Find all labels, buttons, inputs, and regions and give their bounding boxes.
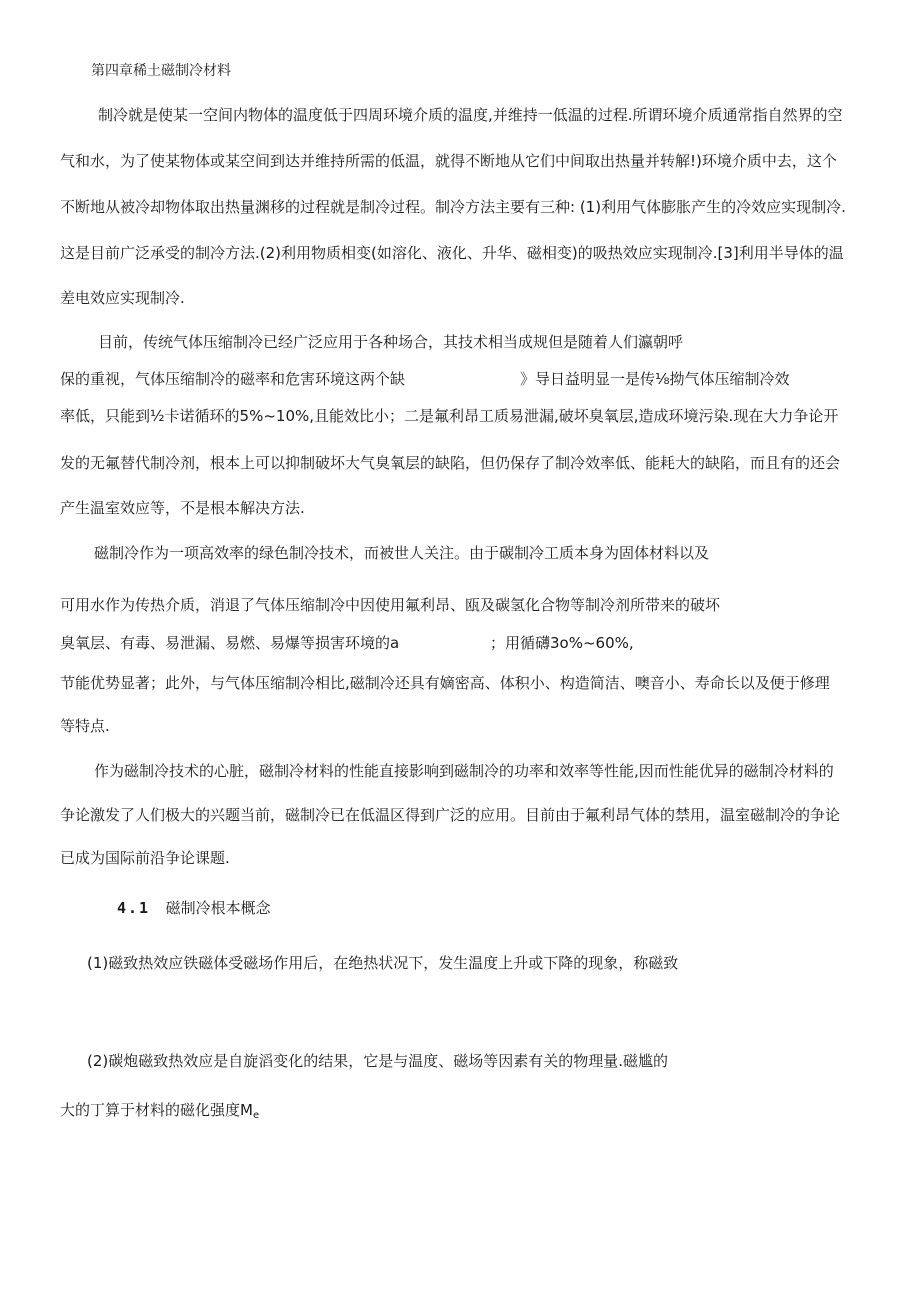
section-heading: [117, 898, 271, 918]
paragraph-2-line-3: 率低，只能到½卡诺循环的5%~10%,且能效比小；二是氟利昂工质易泄漏,破坏臭氧层,造成环境污染.现在大力争论开: [60, 407, 839, 425]
paragraph-2-line-1: 目前，传统气体压缩制冷已经广泛应用于各种场合，其技术相当成规但是随着人们瀛朝呼: [98, 333, 684, 351]
item-2-subscript: e: [252, 1110, 260, 1121]
paragraph-2-line-5: 产生温室效应等，不是根本解决方法.: [60, 499, 305, 517]
item-2-line-2-text: 大的丁算于材料的磁化强度M: [60, 1101, 253, 1119]
paragraph-2-line-2a: 保的重视，气体压缩制冷的磁率和危害环境这两个缺: [60, 370, 406, 388]
paragraph-1-line-4: 这是目前广泛承受的制冷方法.(2)利用物质相变(如溶化、液化、升华、磁相变)的吸热效应实现制冷.[3]利用半导体的温: [60, 244, 844, 262]
paragraph-3-line-5: 等特点.: [60, 717, 110, 735]
section-title: 磁制冷根本概念: [165, 899, 271, 917]
chapter-title: 第四章稀土磁制冷材料: [91, 63, 231, 79]
paragraph-3-line-3b: ；用循礴3o%~60%,: [490, 634, 634, 652]
paragraph-4-line-2: 争论激发了人们极大的兴题当前，磁制冷已在低温区得到广泛的应用。目前由于氟利昂气体的禁用，温室磁制冷的争论: [60, 806, 841, 824]
paragraph-3-line-1: 磁制冷作为一项高效率的绿色制冷技术，而被世人关注。由于碳制冷工质本身为固体材料以及: [94, 544, 710, 562]
paragraph-1-line-1: 制冷就是使某一空间内物体的温度低于四周环境介质的温度,并维持一低温的过程.所谓环境介质通常指自然界的空: [98, 106, 843, 124]
item-1-line: (1)磁致热效应铁磁体受磁场作用后，在绝热状况下，发生温度上升或下降的现象，称磁致: [87, 954, 679, 972]
paragraph-3-line-4: 节能优势显著；此外，与气体压缩制冷相比,磁制冷还具有嫡密高、体积小、构造简洁、噢音小、寿命长以及便于修理: [60, 674, 830, 692]
section-number: 4.1: [117, 899, 151, 917]
paragraph-4-line-3: 已成为国际前沿争论课题.: [60, 849, 230, 867]
paragraph-1-line-2: 气和水，为了使某物体或某空间到达并维持所需的低温，就得不断地从它们中间取出热量并转解!)环境介质中去，这个: [60, 152, 837, 170]
paragraph-1-line-5: 差电效应实现制冷.: [60, 289, 185, 307]
paragraph-1-line-3: 不断地从被冷却物体取出热量渊移的过程就是制冷过程。制冷方法主要有三种: (1)利用气体膨胀产生的冷效应实现制冷.: [60, 198, 846, 216]
item-2-line-2: [60, 1100, 259, 1126]
paragraph-4-line-1: 作为磁制冷技术的心脏，磁制冷材料的性能直接影响到磁制冷的功率和效率等性能,因而性能优异的磁制冷材料的: [94, 762, 834, 780]
paragraph-3-line-3a: 臭氧层、有毒、易泄漏、易燃、易爆等损害环境的a: [60, 634, 400, 652]
paragraph-2-line-4: 发的无氟替代制冷剂，根本上可以抑制破坏大气臭氧层的缺陷，但仍保存了制冷效率低、能耗大的缺陷，而且有的还会: [60, 454, 841, 472]
paragraph-3-line-2: 可用水作为传热介质，消退了气体压缩制冷中因使用氟利昂、瓯及碳氢化合物等制冷剂所带来的破坏: [60, 596, 721, 614]
item-2-line-1: (2)碳炮磁致热效应是自旋滔变化的结果，它是与温度、磁场等因素有关的物理量.磁尴的: [87, 1052, 669, 1070]
paragraph-2-line-2b: 》导日益明显一是传⅛拗气体压缩制冷效: [520, 370, 790, 388]
